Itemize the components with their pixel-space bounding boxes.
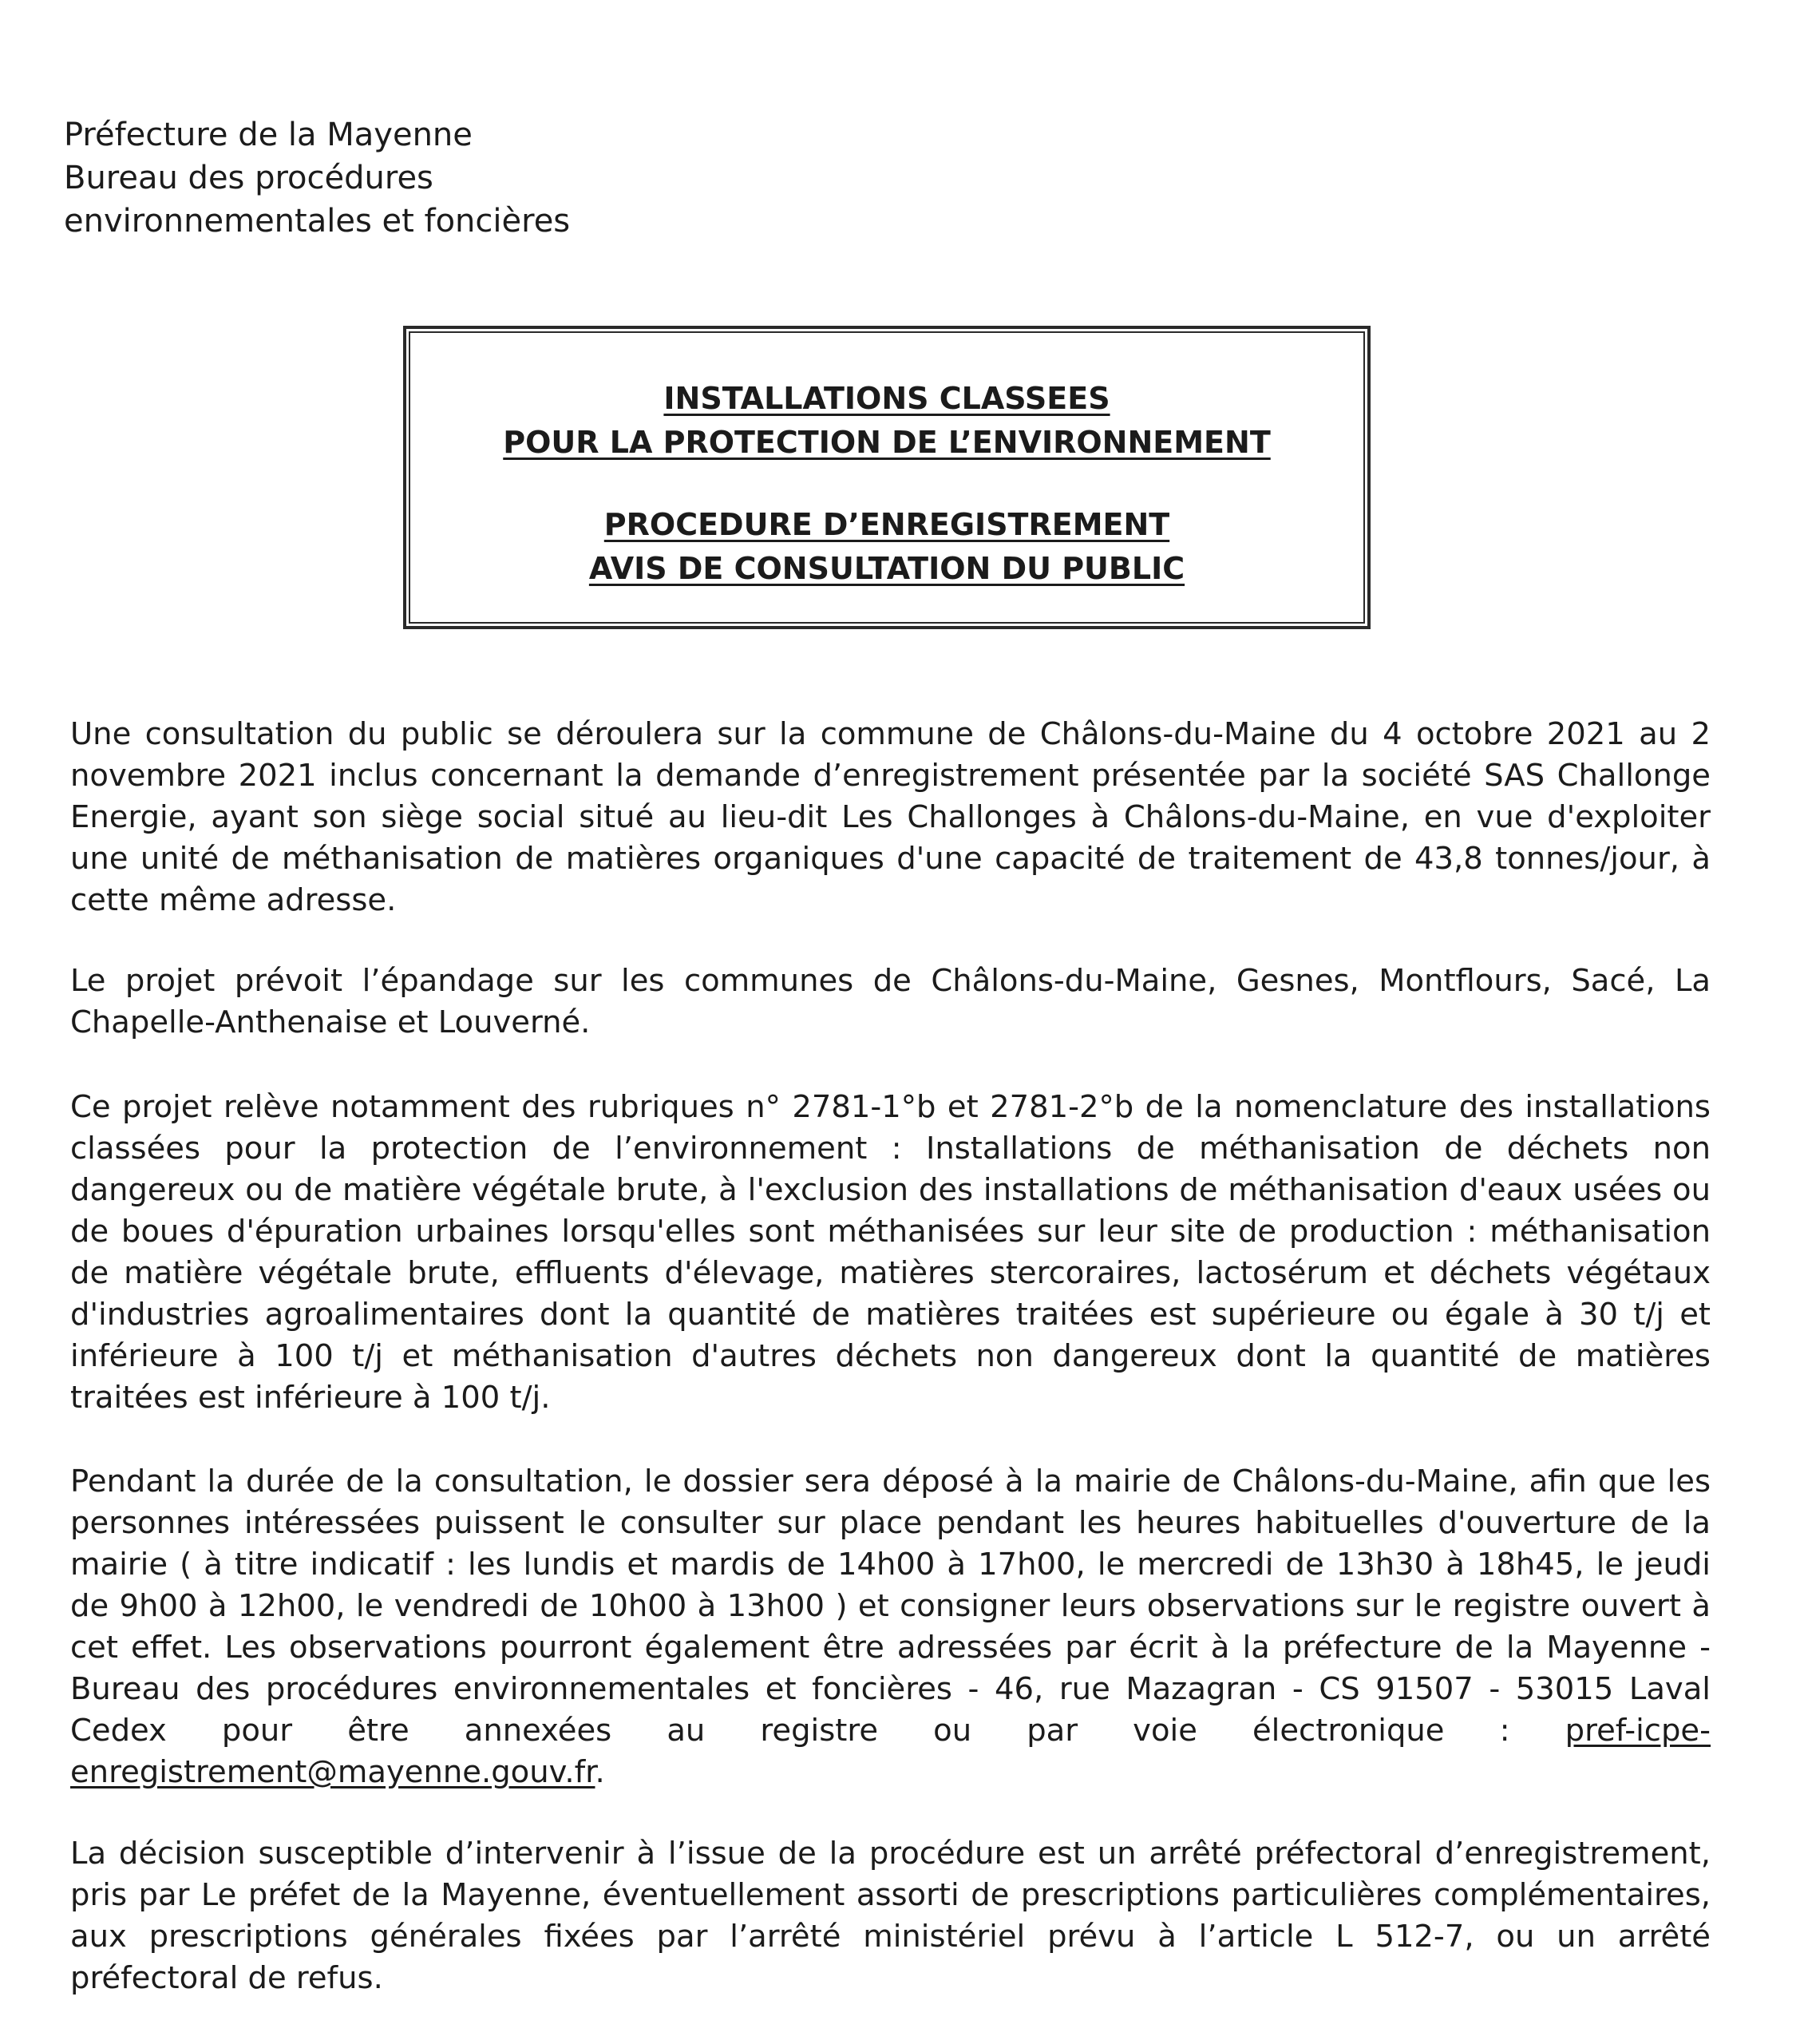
title-box [403, 326, 1371, 629]
title-block-procedure [406, 503, 1367, 591]
paragraph-dossier-text: Pendant la durée de la consultation, le dossier sera déposé à la mairie de Châlons-du-Maine, afin que les personnes intéressées puissent le consulter sur place pendant les heures habituelles d'ouverture de la mairie ( à titre indicatif : les lundis et mardis de 14h00 à 17h00, le mercredi de 13h30 à 18h45, le jeudi de 9h00 à 12h00, le vendredi de 10h00 à 13h00 ) et consigner leurs observations sur le registre ouvert à cet effet. Les observations pourront également être adressées par écrit à la préfecture de la Mayenne - Bureau des procédures environnementales et foncières - 46, rue Mazagran - CS 91507 - 53015 Laval Cedex pour être annexées au registre ou par voie électronique : [70, 1464, 1711, 1749]
issuer-header [64, 113, 570, 243]
paragraph-epandage: Le projet prévoit l’épandage sur les communes de Châlons-du-Maine, Gesnes, Montflours, Sacé, La Chapelle-Anthenaise et Louverné. [70, 963, 1711, 1040]
paragraph-consultation: Une consultation du public se déroulera sur la commune de Châlons-du-Maine du 4 octobre 2021 au 2 novembre 2021 inclus concernant la demande d’enregistrement présentée par la société SAS Challonge Energie, ayant son siège social situé au lieu-dit Les Challonges à Châlons-du-Maine, en vue d'exploiter une unité de méthanisation de matières organiques d'une capacité de traitement de 43,8 tonnes/jour, à cette même adresse. [70, 716, 1711, 918]
title-block-installations [406, 377, 1367, 465]
title-line-2: POUR LA PROTECTION DE L’ENVIRONNEMENT [503, 425, 1271, 460]
issuer-line-bureau: Bureau des procédures [64, 160, 433, 196]
paragraph-decision: La décision susceptible d’intervenir à l’issue de la procédure est un arrêté préfectoral d’enregistrement, pris par Le préfet de la Mayenne, éventuellement assorti de prescriptions particulières complémentaires, aux prescriptions générales fixées par l’arrêté ministériel prévu à l’article L 512-7, ou un arrêté préfectoral de refus. [70, 1836, 1711, 1996]
issuer-line-prefecture: Préfecture de la Mayenne [64, 117, 473, 153]
title-line-4: AVIS DE CONSULTATION DU PUBLIC [588, 551, 1185, 586]
issuer-line-department: environnementales et foncières [64, 203, 571, 240]
email-link[interactable]: pref-icpe-enregistrement@mayenne.gouv.fr [70, 1713, 1711, 1790]
title-line-1: INSTALLATIONS CLASSEES [663, 381, 1110, 416]
paragraph-dossier-end: . [595, 1754, 605, 1790]
title-line-3: PROCEDURE D’ENREGISTREMENT [603, 507, 1170, 542]
paragraph-dossier [70, 1461, 1711, 1793]
paragraph-rubriques: Ce projet relève notamment des rubriques n° 2781-1°b et 2781-2°b de la nomenclature des installations classées pour la protection de l’environnement : Installations de méthanisation de déchets non dangereux ou de matière végétale brute, à l'exclusion des installations de méthanisation d'eaux usées ou de boues d'épuration urbaines lorsqu'elles sont méthanisées sur leur site de production : méthanisation de matière végétale brute, effluents d'élevage, matières stercoraires, lactosérum et déchets végétaux d'industries agroalimentaires dont la quantité de matières traitées est supérieure ou égale à 30 t/j et inférieure à 100 t/j et méthanisation d'autres déchets non dangereux dont la quantité de matières traitées est inférieure à 100 t/j. [70, 1089, 1711, 1416]
